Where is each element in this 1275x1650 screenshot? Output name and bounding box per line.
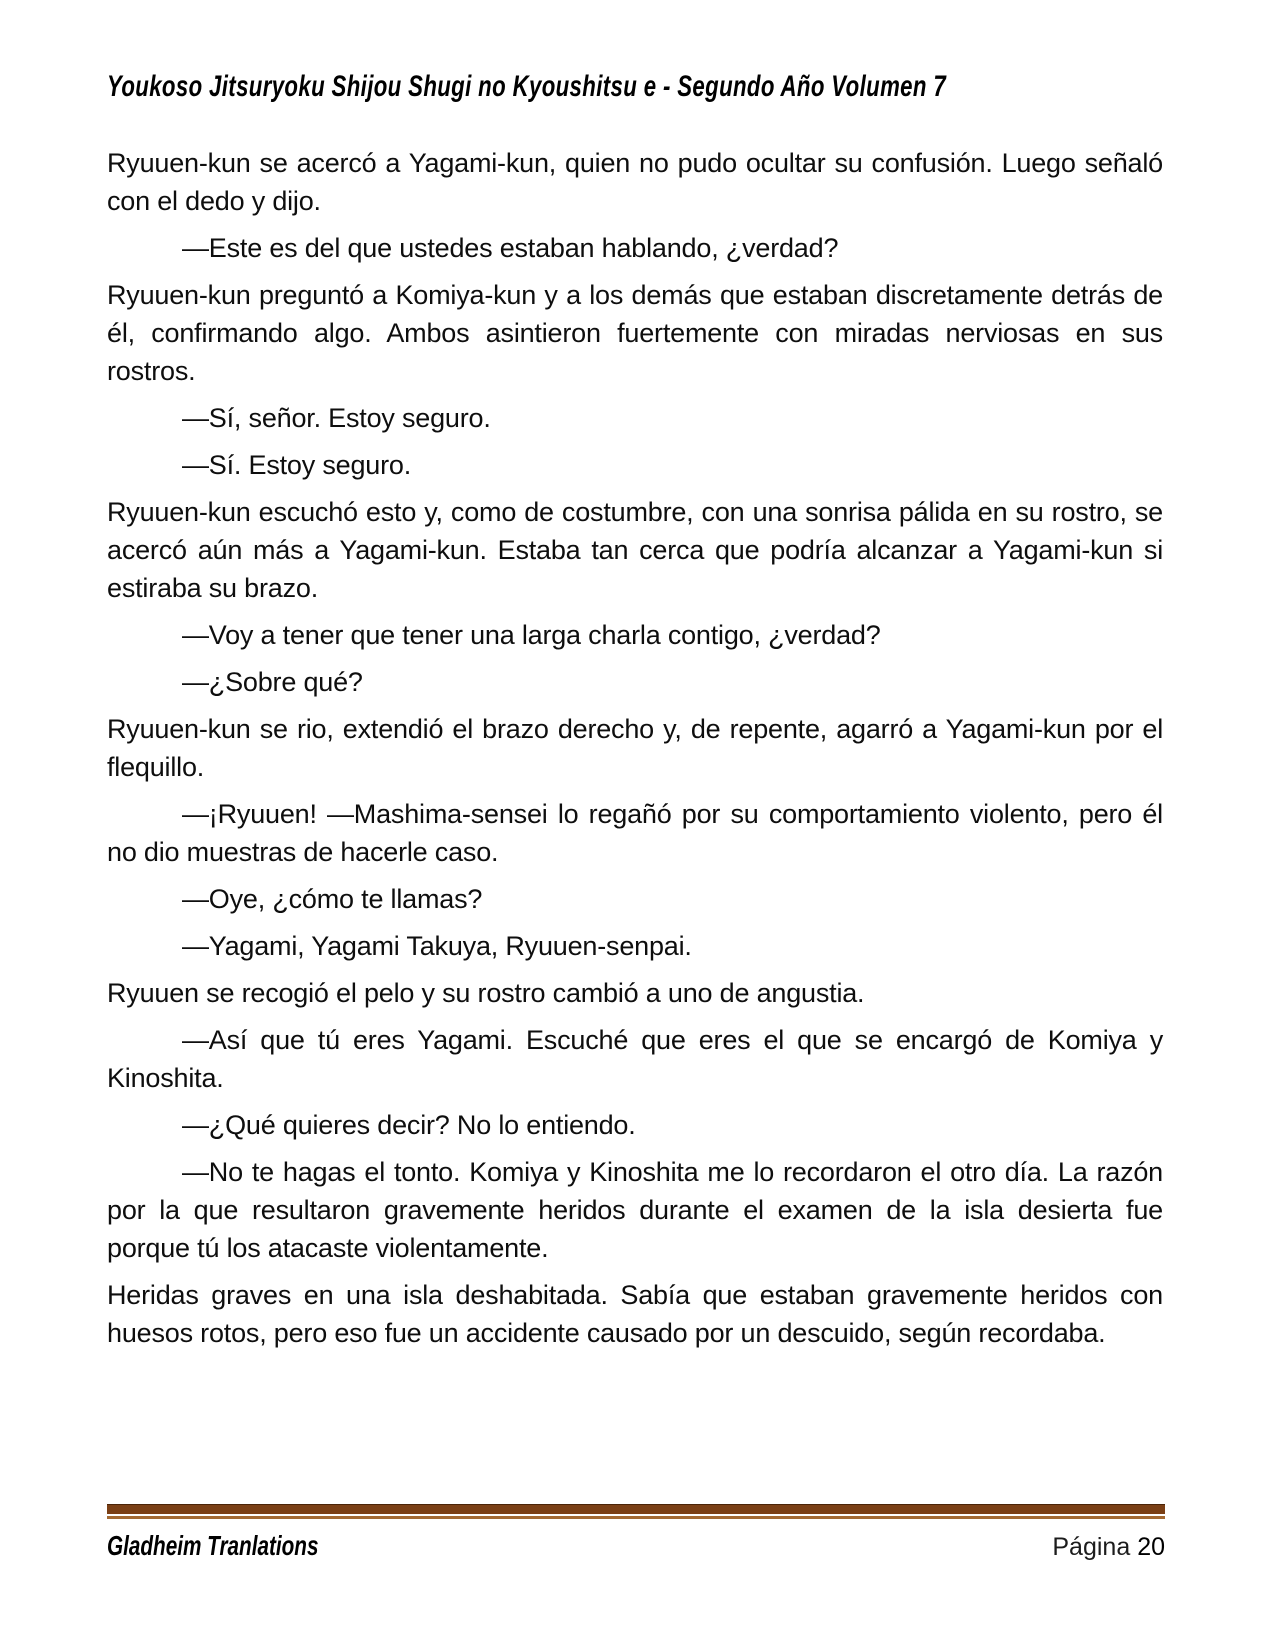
page-number-label: Página — [1052, 1533, 1131, 1561]
paragraph: —Voy a tener que tener una larga charla contigo, ¿verdad? — [182, 620, 881, 650]
paragraph: —Sí. Estoy seguro. — [182, 450, 411, 480]
page-footer — [107, 1530, 1165, 1562]
page-header — [107, 70, 1163, 104]
paragraph: —¿Qué quieres decir? No lo entiendo. — [182, 1110, 636, 1140]
body-text — [107, 144, 1163, 1361]
paragraph: Ryuuen-kun se acercó a Yagami-kun, quien no pudo ocultar su confusión. Luego señaló con el dedo y dijo. — [107, 148, 1163, 216]
page-number — [1052, 1533, 1165, 1562]
page-number-value: 20 — [1137, 1533, 1165, 1561]
paragraph: —Yagami, Yagami Takuya, Ryuuen-senpai. — [182, 931, 692, 961]
paragraph: —Este es del que ustedes estaban hablando, ¿verdad? — [182, 233, 839, 263]
header-title: Youkoso Jitsuryoku Shijou Shugi no Kyoushitsu e - Segundo Año Volumen 7 — [107, 70, 947, 103]
paragraph: Ryuuen-kun preguntó a Komiya-kun y a los demás que estaban discretamente detrás de él, confirmando algo. Ambos asintieron fuertemente con miradas nerviosas en sus rostros. — [107, 280, 1163, 386]
paragraph: —No te hagas el tonto. Komiya y Kinoshita me lo recordaron el otro día. La razón por la que resultaron gravemente heridos durante el examen de la isla desierta fue porque tú los atacaste violentamente. — [107, 1157, 1163, 1263]
paragraph: Ryuuen se recogió el pelo y su rostro cambió a uno de angustia. — [107, 978, 865, 1008]
footer-divider — [107, 1504, 1165, 1518]
footer-brand: Gladheim Tranlations — [107, 1530, 319, 1561]
paragraph: —Así que tú eres Yagami. Escuché que eres el que se encargó de Komiya y Kinoshita. — [107, 1025, 1163, 1093]
paragraph: —Sí, señor. Estoy seguro. — [182, 403, 491, 433]
paragraph: —¿Sobre qué? — [182, 667, 363, 697]
paragraph: Ryuuen-kun escuchó esto y, como de costumbre, con una sonrisa pálida en su rostro, se acercó aún más a Yagami-kun. Estaba tan cerca que podría alcanzar a Yagami-kun si estiraba su brazo. — [107, 497, 1163, 603]
paragraph: Ryuuen-kun se rio, extendió el brazo derecho y, de repente, agarró a Yagami-kun por el flequillo. — [107, 714, 1163, 782]
paragraph: Heridas graves en una isla deshabitada. Sabía que estaban gravemente heridos con huesos rotos, pero eso fue un accidente causado por un descuido, según recordaba. — [107, 1280, 1163, 1348]
paragraph: —Oye, ¿cómo te llamas? — [182, 884, 483, 914]
paragraph: —¡Ryuuen! —Mashima-sensei lo regañó por su comportamiento violento, pero él no dio muestras de hacerle caso. — [107, 799, 1163, 867]
footer-divider-thin-line — [107, 1516, 1165, 1519]
footer-divider-thick-line — [107, 1504, 1165, 1514]
